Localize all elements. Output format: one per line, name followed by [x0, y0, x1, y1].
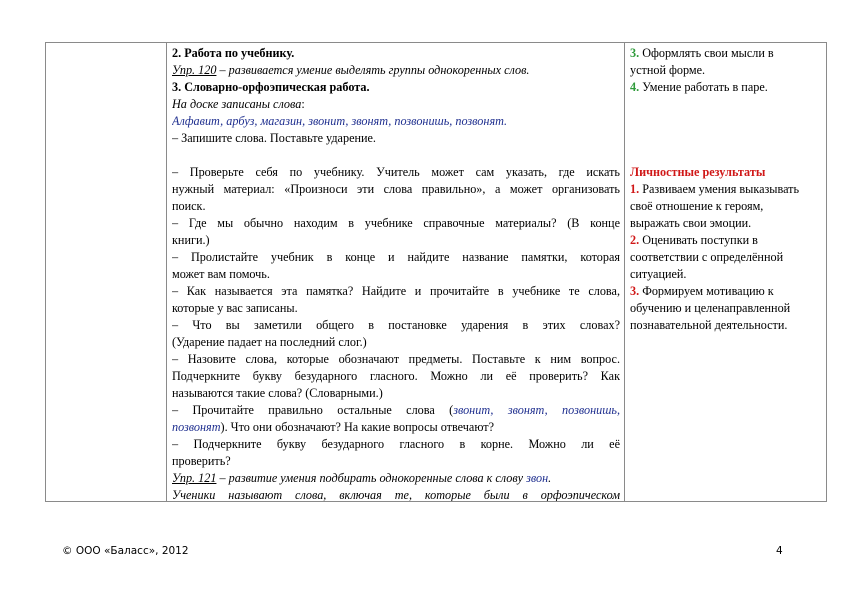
text-line: проверить?: [172, 454, 231, 468]
page-number: 4: [776, 545, 783, 557]
table-column-content: [167, 43, 625, 501]
text-line: называются такие слова? (Словарными.): [172, 386, 383, 400]
section-heading-textbook: 2. Работа по учебнику.: [172, 46, 295, 60]
result-item: 3. Оформлять свои мысли в: [630, 46, 774, 60]
text-line: позвонят). Что они обозначают? На какие вопросы отвечают?: [172, 420, 494, 434]
text-line: может вам помочь.: [172, 267, 270, 281]
result-item-cont: познавательной деятельности.: [630, 318, 788, 332]
result-item-cont: устной форме.: [630, 63, 706, 77]
result-item-cont: обучению и целенаправленной: [630, 301, 791, 315]
text-line: которые у вас записаны.: [172, 301, 298, 315]
result-item: 1. Развиваем умения выказывать: [630, 182, 800, 196]
text-line: – Что вы заметили общего в постановке ударения в этих словах?: [172, 318, 620, 332]
exercise-120-link: Упр. 120: [172, 63, 217, 77]
text-line: Подчеркните букву безударного гласного. Можно ли её проверить? Как: [172, 369, 620, 383]
text-line: книги.): [172, 233, 210, 247]
section-heading-vocabulary: 3. Словарно-орфоэпическая работа.: [172, 80, 370, 94]
text-line: – Где мы обычно находим в учебнике справочные материалы? (В конце: [172, 216, 620, 230]
board-words-list: Алфавит, арбуз, магазин, звонит, звонят, позвонишь, позвонят.: [172, 114, 508, 128]
text-line: нужный материал: «Произноси эти слова правильно», а может организовать: [172, 182, 620, 196]
personal-results-heading: Личностные результаты: [630, 165, 766, 179]
result-item-cont: своё отношение к героям,: [630, 199, 764, 213]
text-line: – Проверьте себя по учебнику. Учитель может сам указать, где искать: [172, 165, 620, 179]
text-line: – Прочитайте правильно остальные слова (звонит, звонят, позвонишь,: [172, 403, 620, 417]
text-line: поиск.: [172, 199, 206, 213]
text-line: Ученики называют слова, включая те, которые были в орфоэпическом: [172, 488, 620, 501]
result-item-cont: ситуацией.: [630, 267, 687, 281]
result-item-cont: выражать свои эмоции.: [630, 216, 752, 230]
text-line: – Подчеркните букву безударного гласного в корне. Можно ли её: [172, 437, 620, 451]
result-item: 3. Формируем мотивацию к: [630, 284, 774, 298]
table-column-left: [46, 43, 167, 501]
result-item: 4. Умение работать в паре.: [630, 80, 768, 94]
exercise-120-line: Упр. 120 – развивается умение выделять группы однокоренных слов.: [172, 63, 530, 77]
lesson-table: [45, 42, 827, 502]
text-line: – Запишите слова. Поставьте ударение.: [172, 131, 376, 145]
text-line: (Ударение падает на последний слог.): [172, 335, 367, 349]
text-line: – Пролистайте учебник в конце и найдите название памятки, которая: [172, 250, 620, 264]
footer-copyright: © ООО «Баласс», 2012: [62, 545, 189, 557]
table-column-results: [625, 43, 826, 501]
result-item: 2. Оценивать поступки в: [630, 233, 758, 247]
exercise-121-link: Упр. 121: [172, 471, 217, 485]
exercise-121-line: Упр. 121 – развитие умения подбирать однокоренные слова к слову звон.: [172, 471, 552, 485]
board-words-intro: На доске записаны слова:: [172, 97, 305, 111]
text-line: – Назовите слова, которые обозначают предметы. Поставьте к ним вопрос.: [172, 352, 620, 366]
result-item-cont: соответствии с определённой: [630, 250, 784, 264]
text-line: – Как называется эта памятка? Найдите и прочитайте в учебнике те слова,: [172, 284, 620, 298]
